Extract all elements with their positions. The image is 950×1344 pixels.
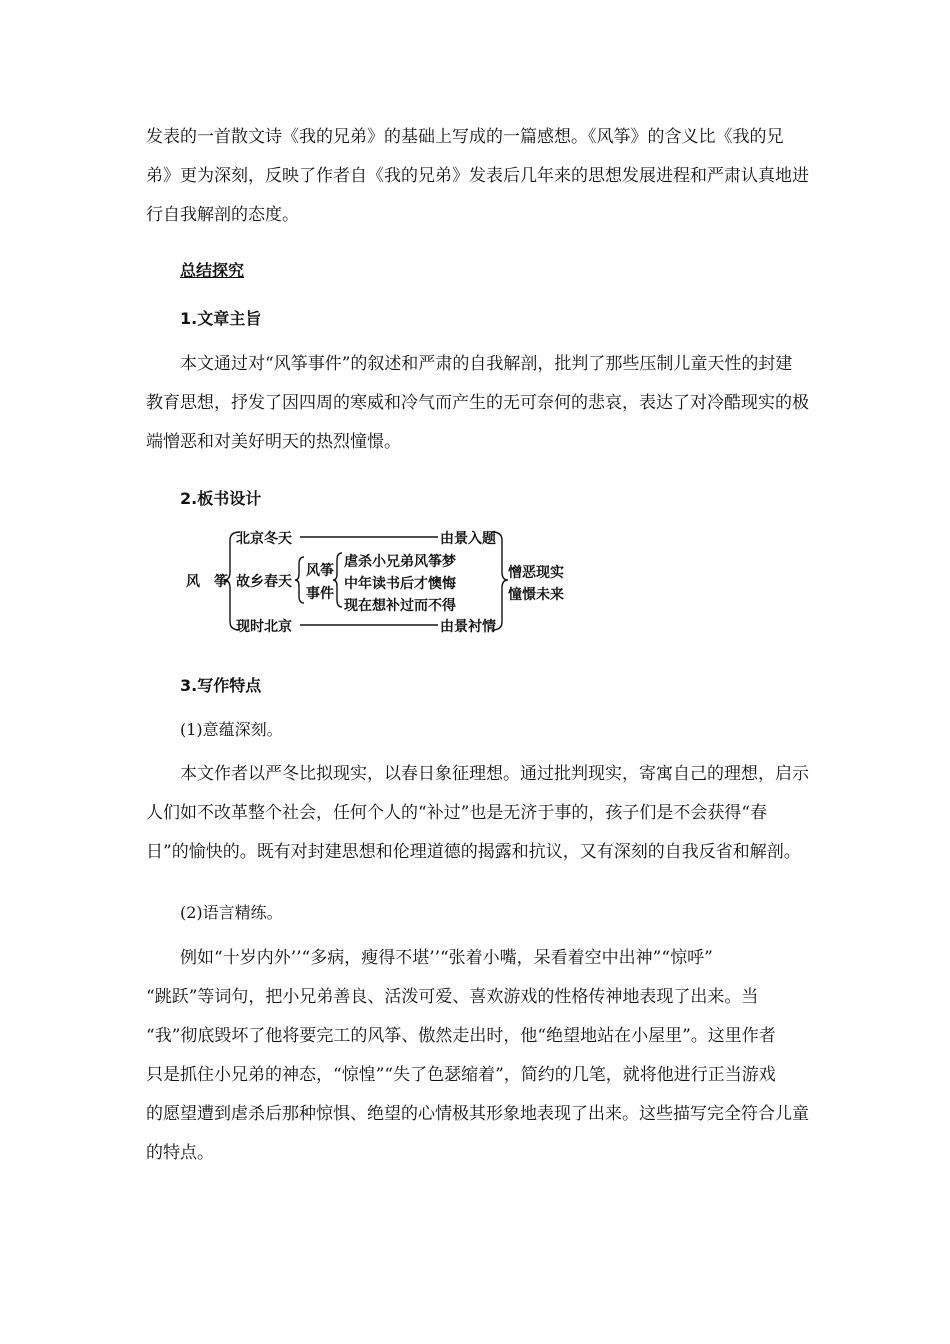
board-event-b: 中年读书后才懊悔 [344,576,456,592]
text-line: 本文通过对“风筝事件”的叙述和严肃的自我解剖，批判了那些压制儿童天性的封建 [180,354,793,374]
board-event-c: 现在想补过而不得 [344,598,456,614]
text-line: 只是抓住小兄弟的神态，“惊惶”“失了色瑟缩着”，简约的几笔，就将他进行正当游戏 [146,1065,776,1085]
board-by-scene-emotion: 由景衬情 [440,619,496,635]
heading-board: 2.板书设计 [180,489,262,508]
text-line: 人们如不改革整个社会，任何个人的“补过”也是无济于事的，孩子们是不会获得“春 [146,803,768,823]
board-kite-event-1: 风筝 [306,563,334,579]
text-line: 行自我解剖的态度。 [146,205,299,225]
text-line: “跳跃”等词句，把小兄弟善良、活泼可爱、喜欢游戏的性格传神地表现了出来。当 [146,987,759,1007]
text-line: 日”的愉快的。既有对封建思想和伦理道德的揭露和抗议，又有深刻的自我反省和解剖。 [146,842,801,862]
text-line: 教育思想，抒发了因四周的寒威和冷气而产生的无可奈何的悲哀，表达了对冷酷现实的极 [146,393,809,413]
board-current-beijing: 现时北京 [236,619,292,635]
text-line: 端憎恶和对美好明天的热烈憧憬。 [146,432,401,452]
kite-bracket [295,557,304,603]
section-title: 总结探究 [180,261,245,280]
text-line: 本文作者以严冬比拟现实，以春日象征理想。通过批判现实，寄寓自己的理想，启示 [180,764,809,784]
text-line: 的愿望遭到虐杀后那种惊惧、绝望的心情极其形象地表现了出来。这些描写完全符合儿童 [146,1104,809,1124]
text-line: 的特点。 [146,1143,214,1163]
feature-2-label: (2)语言精练。 [180,903,283,922]
text-line: 弟》更为深刻，反映了作者自《我的兄弟》发表后几年来的思想发展进程和严肃认真地进 [146,166,809,186]
text-line: 发表的一首散文诗《我的兄弟》的基础上写成的一篇感想。《风筝》的含义比《我的兄 [146,127,784,147]
heading-writing-features: 3.写作特点 [180,676,262,695]
board-event-a: 虐杀小兄弟风筝梦 [344,554,456,570]
feature-1-paragraph [146,755,808,872]
heading-theme: 1.文章主旨 [180,309,262,328]
board-beijing-winter: 北京冬天 [236,531,292,547]
feature-1-label: (1)意蕴深刻。 [180,720,283,739]
board-hometown-spring: 故乡春天 [236,574,292,590]
board-root: 风 筝 [186,574,228,590]
events-bracket [333,553,342,607]
board-long-future: 憧憬未来 [508,587,564,603]
feature-2-paragraph [146,939,808,1173]
text-line: “我”彻底毁坏了他将要完工的风筝、傲然走出时，他“绝望地站在小屋里”。这里作者 [146,1026,776,1046]
board-kite-event-2: 事件 [306,586,334,602]
board-hate-reality: 憎恶现实 [508,565,564,581]
board-by-scene-topic: 由景入题 [440,531,496,547]
text-line: 例如“十岁内外’’“多病，瘦得不堪’’“张着小嘴，呆看着空中出神”“惊呼” [180,948,713,968]
